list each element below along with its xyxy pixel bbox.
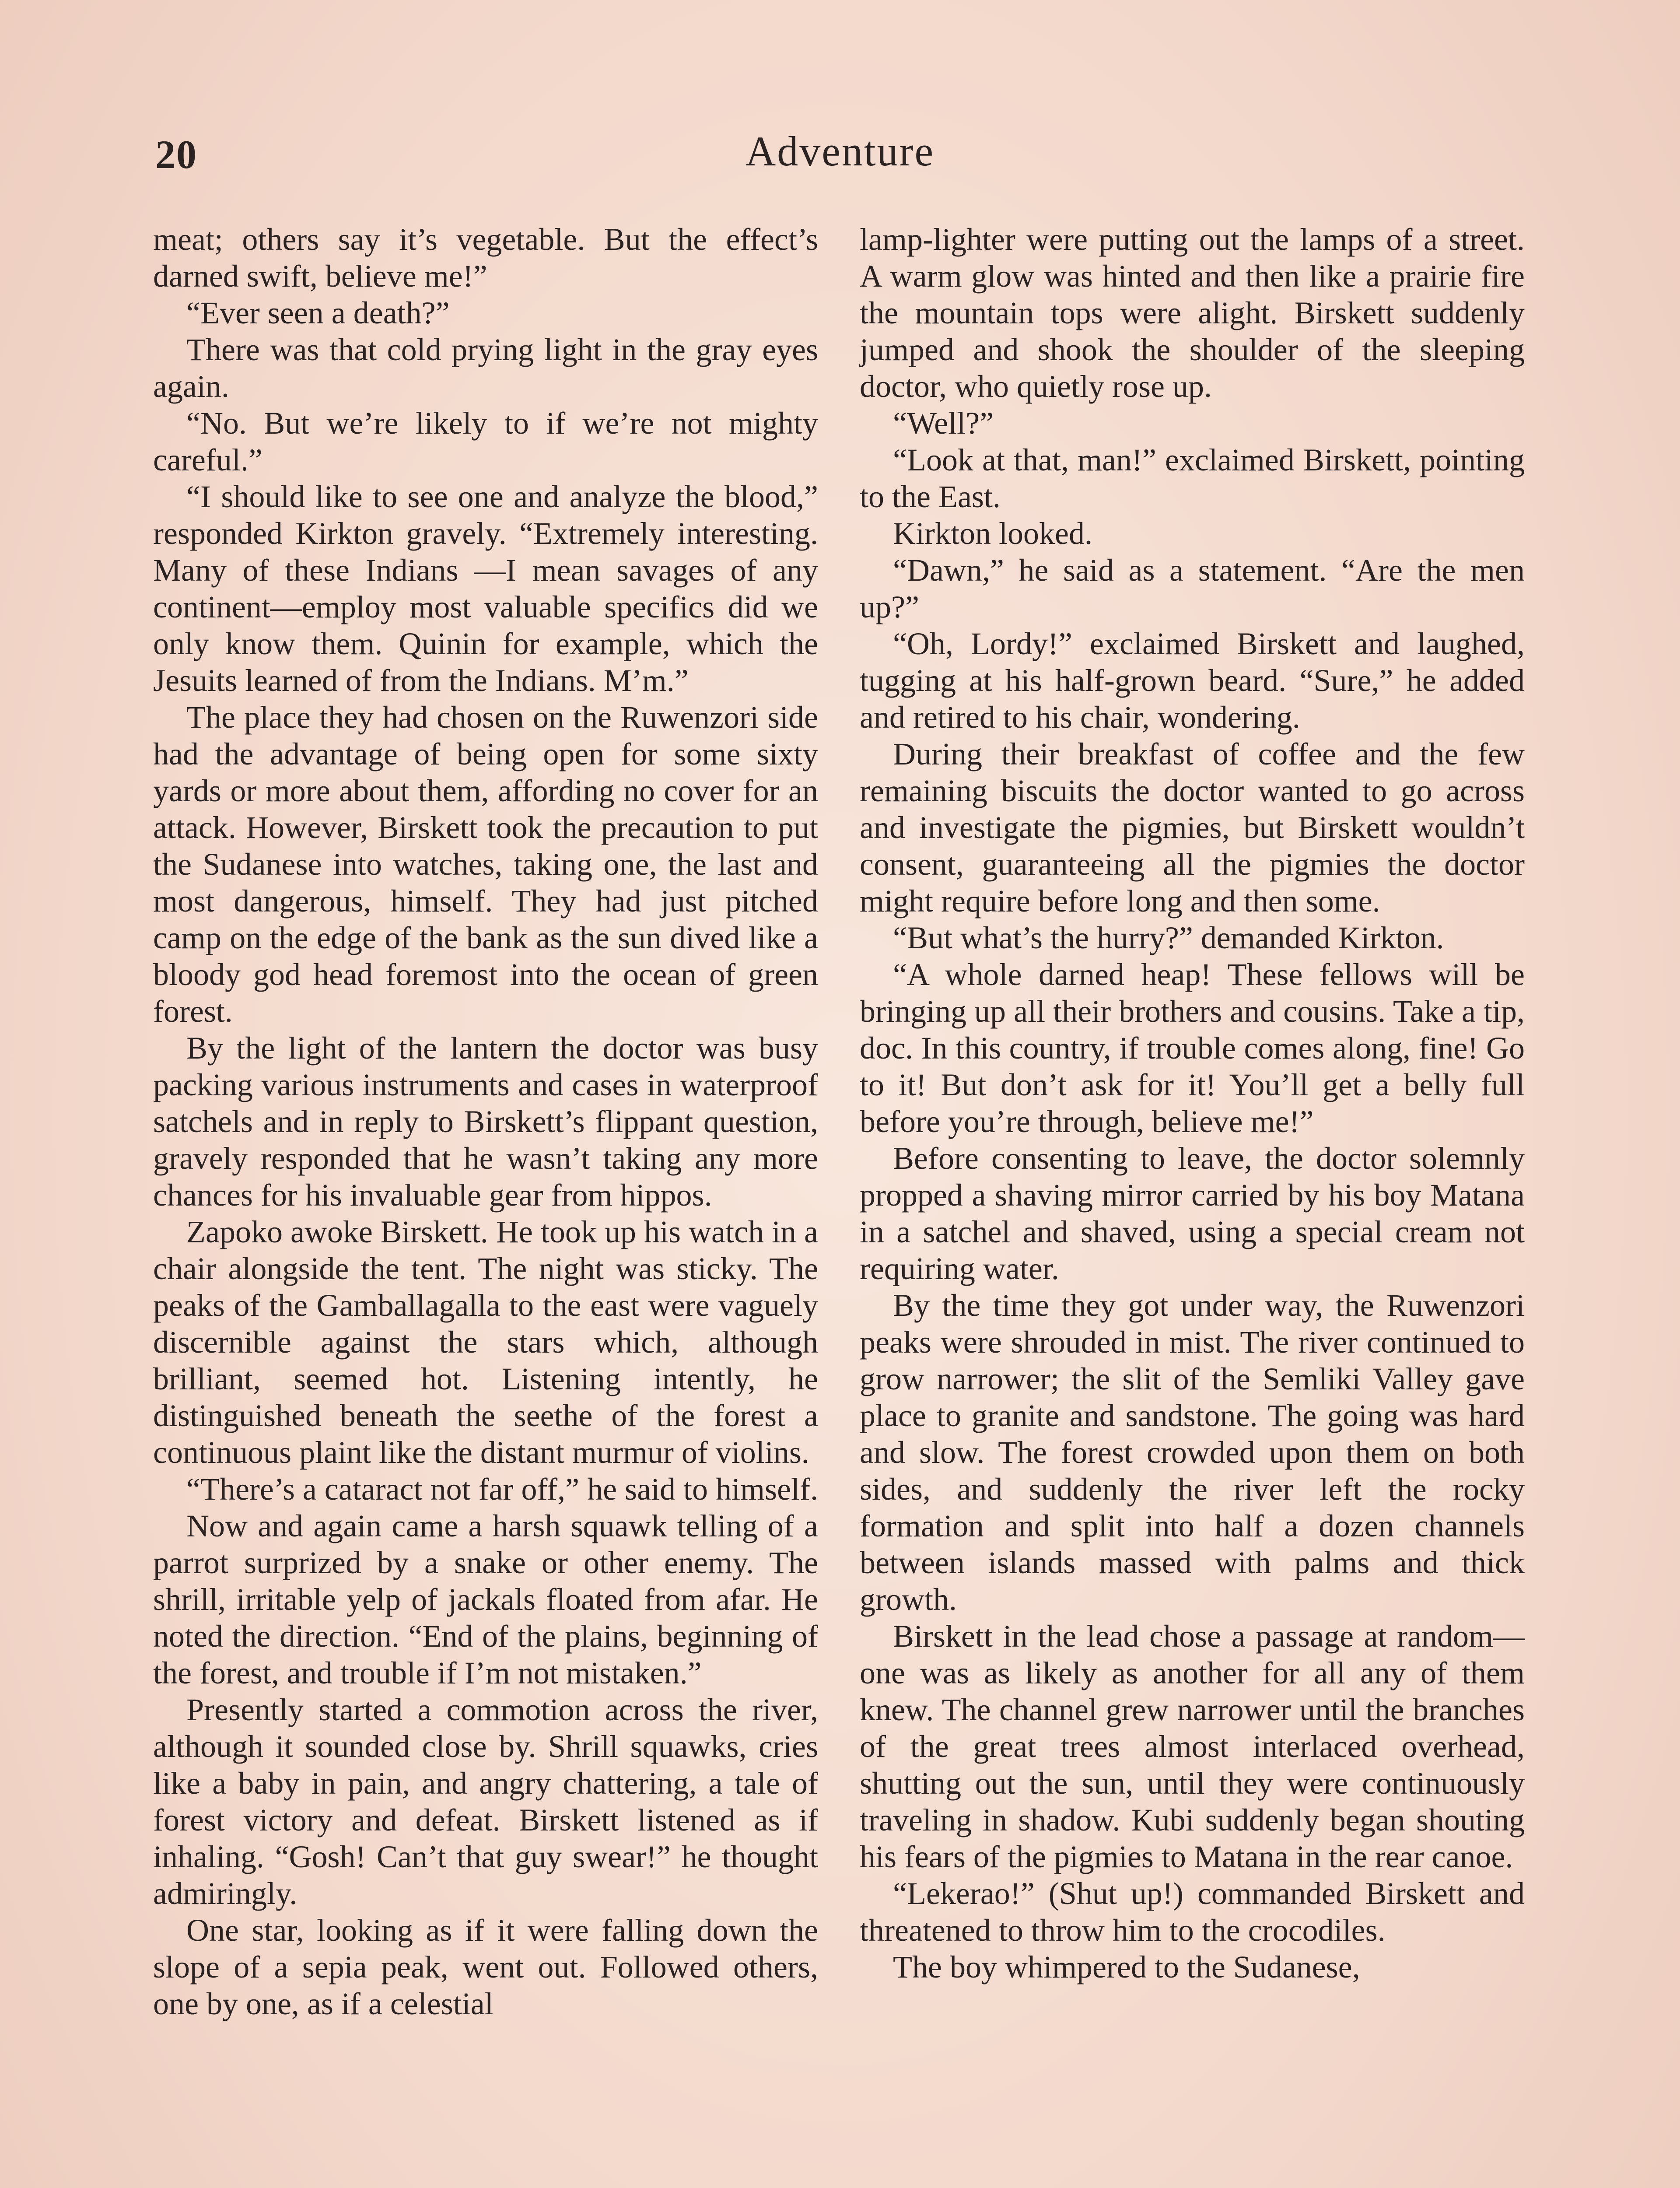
right-text-column xyxy=(860,221,1525,1985)
paragraph: By the light of the lantern the doctor was busy packing various instruments and cases in waterproof satchels and in reply to Birskett’s flippant question, gravely responded that he wasn’t taking any more chances for his invaluable gear from hippos. xyxy=(153,1031,818,1213)
paragraph: Before consenting to leave, the doctor solemnly propped a shaving mirror carried by his boy Matana in a satchel and shaved, using a special cream not requiring water. xyxy=(860,1141,1525,1286)
left-text-column xyxy=(153,221,818,2022)
paragraph: Birskett in the lead chose a passage at random—one was as likely as another for all any of them knew. The channel grew narrower until the branches of the great trees almost interlaced overhead, shutting out the sun, until they were continuously traveling in shadow. Kubi suddenly began shouting his fears of the pigmies to Matana in the rear canoe. xyxy=(860,1619,1525,1874)
paragraph: “There’s a cataract not far off,” he said to himself. xyxy=(186,1472,819,1507)
paragraph: During their breakfast of coffee and the few remaining biscuits the doctor wanted to go across and investigate the pigmies, but Birskett wouldn’t consent, guaranteeing all the pigmies the doctor might require before long and then some. xyxy=(860,736,1525,919)
paragraph: By the time they got under way, the Ruwenzori peaks were shrouded in mist. The river continued to grow narrower; the slit of the Semliki Valley gave place to granite and sandstone. The going was hard and slow. The forest crowded upon them on both sides, and suddenly the river left the rocky formation and split into half a dozen channels between islands massed with palms and thick growth. xyxy=(860,1288,1525,1617)
paragraph: “A whole darned heap! These fellows will be bringing up all their brothers and cousins. Take a tip, doc. In this country, if trouble comes along, fine! Go to it! But don’t ask for it! You’ll get a belly full before you’re through, believe me!” xyxy=(860,957,1525,1139)
paragraph: “No. But we’re likely to if we’re not mighty careful.” xyxy=(153,406,818,477)
paragraph: “Well?” xyxy=(893,406,994,441)
paragraph: “Ever seen a death?” xyxy=(186,295,450,330)
paragraph: meat; others say it’s vegetable. But the effect’s darned swift, believe me!” xyxy=(153,222,818,294)
paragraph: Presently started a commotion across the river, although it sounded close by. Shrill squawks, cries like a baby in pain, and angry chattering, a tale of forest victory and defeat. Birskett listened as if inhaling. “Gosh! Can’t that guy swear!” he thought admiringly. xyxy=(153,1692,818,1911)
paragraph: Now and again came a harsh squawk telling of a parrot surprized by a snake or other enemy. The shrill, irritable yelp of jackals floated from afar. He noted the direction. “End of the plains, beginning of the forest, and trouble if I’m not mistaken.” xyxy=(153,1508,818,1690)
paragraph: “Lekerao!” (Shut up!) commanded Birskett and threatened to throw him to the crocodiles. xyxy=(860,1876,1525,1948)
paragraph: One star, looking as if it were falling down the slope of a sepia peak, went out. Followed others, one by one, as if a celestial xyxy=(153,1913,818,2021)
magazine-title: Adventure xyxy=(745,128,935,175)
paragraph: “Oh, Lordy!” exclaimed Birskett and laughed, tugging at his half-grown beard. “Sure,” he added and retired to his chair, wondering. xyxy=(860,626,1525,735)
paragraph: “Look at that, man!” exclaimed Birskett, pointing to the East. xyxy=(860,442,1525,514)
paragraph: The place they had chosen on the Ruwenzori side had the advantage of being open for some sixty yards or more about them, affording no cover for an attack. However, Birskett took the precaution to put the Sudanese into watches, taking one, the last and most dangerous, himself. They had just pitched camp on the edge of the bank as the sun dived like a bloody god head foremost into the ocean of green forest. xyxy=(153,700,818,1029)
paragraph: Kirkton looked. xyxy=(893,516,1092,551)
paragraph: The boy whimpered to the Sudanese, xyxy=(893,1950,1360,1985)
page-header xyxy=(155,127,1525,188)
paragraph: “I should like to see one and analyze the blood,” responded Kirkton gravely. “Extremely interesting. Many of these Indians —I mean savages of any continent—employ most valuable specifics did we only know them. Quinin for example, which the Jesuits learned of from the Indians. M’m.” xyxy=(153,479,818,698)
page-number: 20 xyxy=(155,132,197,177)
paragraph: “But what’s the hurry?” demanded Kirkton. xyxy=(893,920,1444,955)
paragraph: There was that cold prying light in the gray eyes again. xyxy=(153,332,818,404)
paragraph: “Dawn,” he said as a statement. “Are the men up?” xyxy=(860,553,1525,624)
paragraph: Zapoko awoke Birskett. He took up his watch in a chair alongside the tent. The night was sticky. The peaks of the Gamballagalla to the east were vaguely discernible against the stars which, although brilliant, seemed hot. Listening intently, he distinguished beneath the seethe of the forest a continuous plaint like the distant murmur of violins. xyxy=(153,1214,818,1470)
paragraph: lamp-lighter were putting out the lamps of a street. A warm glow was hinted and then like a prairie fire the mountain tops were alight. Birskett suddenly jumped and shook the shoulder of the sleeping doctor, who quietly rose up. xyxy=(860,222,1525,404)
